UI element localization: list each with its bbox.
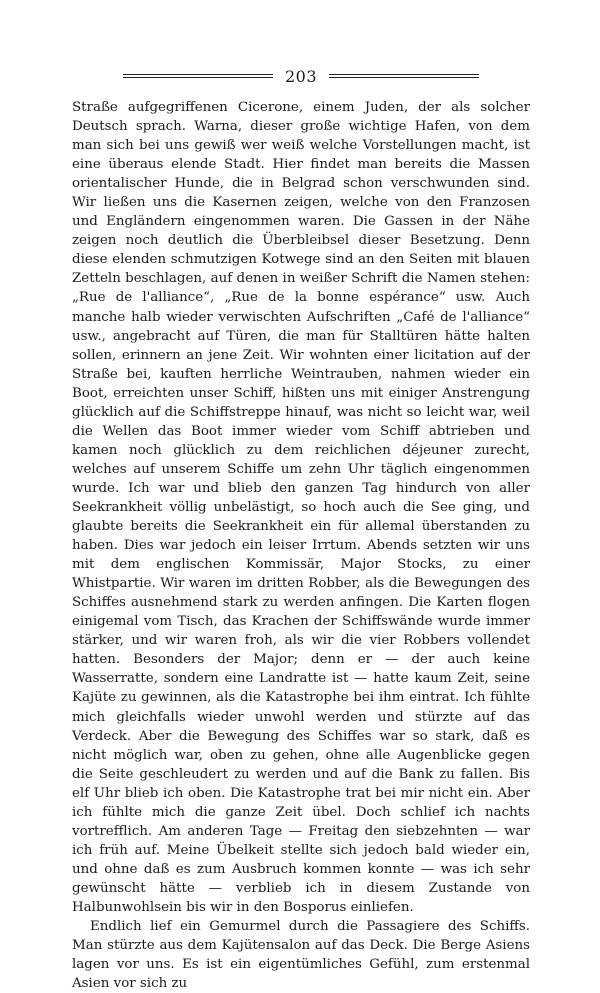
page-number: 203 xyxy=(284,66,318,86)
header-rule-left xyxy=(123,74,273,78)
header-rule-right xyxy=(329,74,479,78)
page-header xyxy=(72,62,530,90)
body-text xyxy=(72,98,530,993)
paragraph: Straße aufgegriffenen Cicerone, einem Juden, der als solcher Deutsch sprach. Warna, dieser große wichtige Hafen, von dem man sich bei uns gewiß wer weiß welche Vorstellungen macht, ist eine überaus elende Stadt. Hier findet man bereits die Massen orientalischer Hunde, die in Belgrad schon verschwunden sind. Wir ließen uns die Kasernen zeigen, welche von den Franzosen und Engländern eingenommen waren. Die Gassen in der Nähe zeigen noch deutlich die Überbleibsel dieser Besetzung. Denn diese elenden schmutzigen Kotwege sind an den Seiten mit blauen Zetteln beschlagen, auf denen in weißer Schrift die Namen stehen: „Rue de l'alliance“, „Rue de la bonne espérance“ usw. Auch manche halb wieder verwischten Aufschriften „Café de l'alliance“ usw., angebracht auf Türen, die man für Stalltüren hätte halten sollen, erinnern an jene Zeit. Wir wohnten einer licitation auf der Straße bei, kauften herrliche Weintrauben, nahmen wieder ein Boot, erreichten unser Schiff, hißten uns mit einiger Anstrengung glücklich auf die Schiffstreppe hinauf, was nicht so leicht war, weil die Wellen das Boot immer wieder vom Schiff abtrieben und kamen noch glücklich zu dem reichlichen déjeuner zurecht, welches auf unserem Schiffe um zehn Uhr täglich eingenommen wurde. Ich war und blieb den ganzen Tag hindurch von aller Seekrankheit völlig unbelästigt, so hoch auch die See ging, und glaubte bereits die Seekrankheit ein für allemal überstanden zu haben. Dies war jedoch ein leiser Irrtum. Abends setzten wir uns mit dem englischen Kommissär, Major Stocks, zu einer Whistpartie. Wir waren im dritten Robber, als die Bewegungen des Schiffes ausnehmend stark zu werden anfingen. Die Karten flogen einigemal vom Tisch, das Krachen der Schiffswände wurde immer stärker, und wir waren froh, als wir die vier Robbers vollendet hatten. Besonders der Major; denn er — der auch keine Wasserratte, sondern eine Landratte ist — hatte kaum Zeit, seine Kajüte zu gewinnen, als die Katastrophe bei ihm eintrat. Ich fühlte mich gleichfalls wieder unwohl werden und stürzte auf das Verdeck. Aber die Bewegung des Schiffes war so stark, daß es nicht möglich war, oben zu gehen, ohne alle Augenblicke gegen die Seite geschleudert zu werden und auf die Bank zu fallen. Bis elf Uhr blieb ich oben. Die Katastrophe trat bei mir nicht ein. Aber ich fühlte mich die ganze Zeit übel. Doch schlief ich nachts vortrefflich. Am anderen Tage — Freitag den siebzehnten — war ich früh auf. Meine Übelkeit stellte sich jedoch bald wieder ein, und ohne daß es zum Ausbruch kommen konnte — was ich sehr gewünscht hätte — verblieb ich in diesem Zustande von Halbunwohlsein bis wir in den Bosporus einliefen. xyxy=(72,100,530,915)
paragraph: Endlich lief ein Gemurmel durch die Passagiere des Schiffs. Man stürzte aus dem Kajütensalon auf das Deck. Die Berge Asiens lagen vor uns. Es ist ein eigentümliches Gefühl, zum erstenmal Asien vor sich zu xyxy=(72,919,530,992)
